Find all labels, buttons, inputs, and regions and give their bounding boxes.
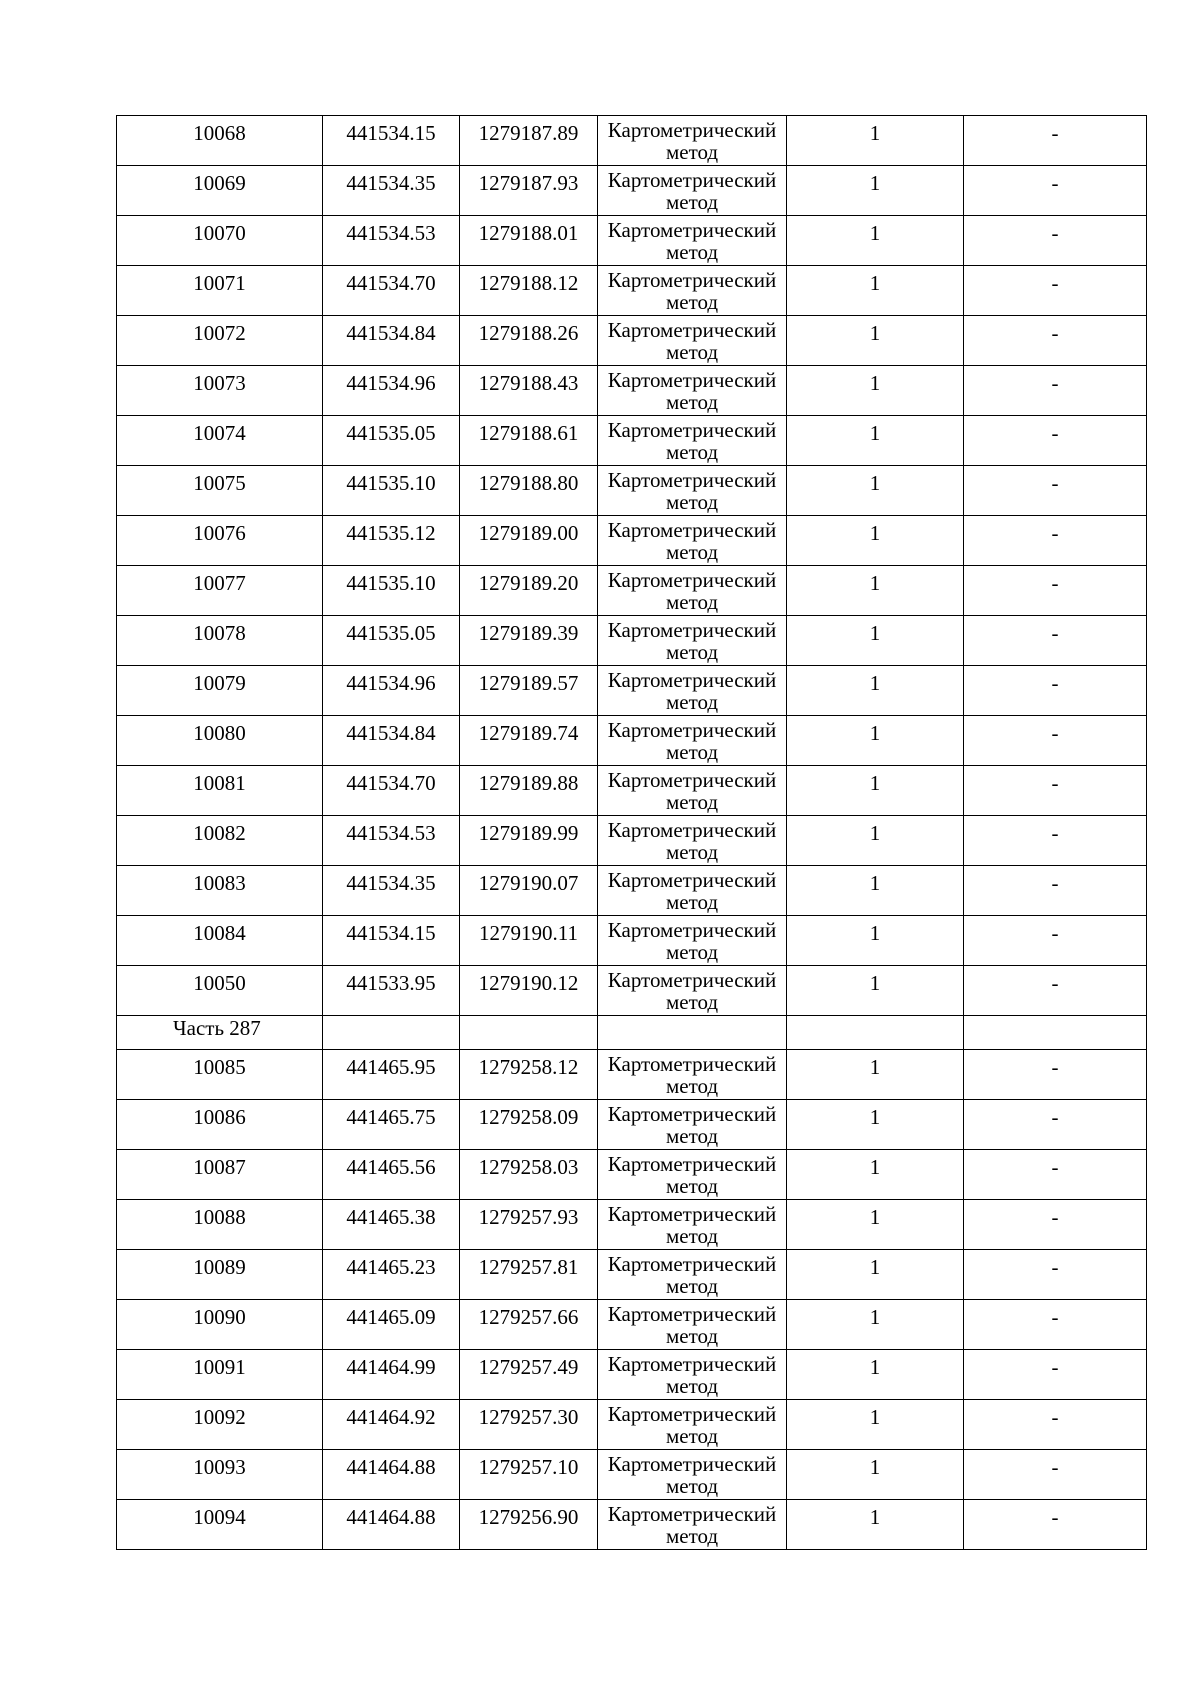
y-coordinate-cell: 1279190.11: [460, 916, 598, 966]
method-cell: Картометрический метод: [598, 1250, 787, 1300]
method-cell: Картометрический метод: [598, 1350, 787, 1400]
method-cell: Картометрический метод: [598, 1100, 787, 1150]
point-number-cell: 10090: [117, 1300, 323, 1350]
table-row: [117, 1250, 1147, 1300]
table-row: [117, 866, 1147, 916]
table-row: [117, 1100, 1147, 1150]
accuracy-cell: 1: [787, 1350, 964, 1400]
empty-cell: [787, 1016, 964, 1050]
table-row: [117, 166, 1147, 216]
point-number-cell: 10081: [117, 766, 323, 816]
y-coordinate-cell: 1279188.26: [460, 316, 598, 366]
y-coordinate-cell: 1279256.90: [460, 1500, 598, 1550]
description-cell: -: [964, 516, 1147, 566]
accuracy-cell: 1: [787, 466, 964, 516]
table-row: [117, 1450, 1147, 1500]
table-row: [117, 616, 1147, 666]
y-coordinate-cell: 1279189.74: [460, 716, 598, 766]
accuracy-cell: 1: [787, 1050, 964, 1100]
table-row: [117, 566, 1147, 616]
y-coordinate-cell: 1279188.80: [460, 466, 598, 516]
point-number-cell: 10085: [117, 1050, 323, 1100]
x-coordinate-cell: 441464.88: [323, 1500, 460, 1550]
table-row: [117, 1350, 1147, 1400]
method-cell: Картометрический метод: [598, 1300, 787, 1350]
y-coordinate-cell: 1279257.49: [460, 1350, 598, 1400]
x-coordinate-cell: 441535.05: [323, 616, 460, 666]
accuracy-cell: 1: [787, 1200, 964, 1250]
method-cell: Картометрический метод: [598, 416, 787, 466]
point-number-cell: 10068: [117, 116, 323, 166]
x-coordinate-cell: 441465.95: [323, 1050, 460, 1100]
point-number-cell: 10077: [117, 566, 323, 616]
description-cell: -: [964, 1300, 1147, 1350]
method-cell: Картометрический метод: [598, 266, 787, 316]
accuracy-cell: 1: [787, 1250, 964, 1300]
point-number-cell: 10094: [117, 1500, 323, 1550]
table-row: [117, 1150, 1147, 1200]
method-cell: Картометрический метод: [598, 316, 787, 366]
method-cell: Картометрический метод: [598, 616, 787, 666]
point-number-cell: 10079: [117, 666, 323, 716]
point-number-cell: 10075: [117, 466, 323, 516]
y-coordinate-cell: 1279190.12: [460, 966, 598, 1016]
description-cell: -: [964, 666, 1147, 716]
method-cell: Картометрический метод: [598, 766, 787, 816]
point-number-cell: 10082: [117, 816, 323, 866]
accuracy-cell: 1: [787, 1450, 964, 1500]
method-cell: Картометрический метод: [598, 566, 787, 616]
accuracy-cell: 1: [787, 1300, 964, 1350]
method-cell: Картометрический метод: [598, 466, 787, 516]
description-cell: -: [964, 416, 1147, 466]
point-number-cell: 10089: [117, 1250, 323, 1300]
y-coordinate-cell: 1279257.30: [460, 1400, 598, 1450]
x-coordinate-cell: 441534.53: [323, 816, 460, 866]
accuracy-cell: 1: [787, 116, 964, 166]
x-coordinate-cell: 441465.75: [323, 1100, 460, 1150]
point-number-cell: 10093: [117, 1450, 323, 1500]
point-number-cell: 10086: [117, 1100, 323, 1150]
point-number-cell: 10084: [117, 916, 323, 966]
x-coordinate-cell: 441465.23: [323, 1250, 460, 1300]
x-coordinate-cell: 441535.10: [323, 566, 460, 616]
accuracy-cell: 1: [787, 1400, 964, 1450]
method-cell: Картометрический метод: [598, 166, 787, 216]
table-row: [117, 1300, 1147, 1350]
coordinates-table: [116, 115, 1147, 1550]
x-coordinate-cell: 441534.53: [323, 216, 460, 266]
description-cell: -: [964, 1200, 1147, 1250]
section-row: [117, 1016, 1147, 1050]
method-cell: Картометрический метод: [598, 866, 787, 916]
empty-cell: [460, 1016, 598, 1050]
section-label: Часть 287: [117, 1016, 323, 1050]
y-coordinate-cell: 1279189.20: [460, 566, 598, 616]
point-number-cell: 10083: [117, 866, 323, 916]
x-coordinate-cell: 441534.84: [323, 716, 460, 766]
table-row: [117, 416, 1147, 466]
x-coordinate-cell: 441533.95: [323, 966, 460, 1016]
description-cell: -: [964, 1400, 1147, 1450]
y-coordinate-cell: 1279188.01: [460, 216, 598, 266]
accuracy-cell: 1: [787, 216, 964, 266]
description-cell: -: [964, 1250, 1147, 1300]
x-coordinate-cell: 441535.10: [323, 466, 460, 516]
description-cell: -: [964, 316, 1147, 366]
point-number-cell: 10092: [117, 1400, 323, 1450]
table-row: [117, 266, 1147, 316]
table-row: [117, 1200, 1147, 1250]
x-coordinate-cell: 441465.38: [323, 1200, 460, 1250]
x-coordinate-cell: 441534.84: [323, 316, 460, 366]
table-row: [117, 716, 1147, 766]
point-number-cell: 10072: [117, 316, 323, 366]
description-cell: -: [964, 1450, 1147, 1500]
accuracy-cell: 1: [787, 366, 964, 416]
y-coordinate-cell: 1279187.89: [460, 116, 598, 166]
method-cell: Картометрический метод: [598, 116, 787, 166]
empty-cell: [323, 1016, 460, 1050]
point-number-cell: 10076: [117, 516, 323, 566]
description-cell: -: [964, 1500, 1147, 1550]
method-cell: Картометрический метод: [598, 1200, 787, 1250]
accuracy-cell: 1: [787, 866, 964, 916]
table-row: [117, 816, 1147, 866]
x-coordinate-cell: 441534.35: [323, 166, 460, 216]
method-cell: Картометрический метод: [598, 966, 787, 1016]
y-coordinate-cell: 1279258.09: [460, 1100, 598, 1150]
point-number-cell: 10073: [117, 366, 323, 416]
point-number-cell: 10080: [117, 716, 323, 766]
x-coordinate-cell: 441465.09: [323, 1300, 460, 1350]
y-coordinate-cell: 1279258.03: [460, 1150, 598, 1200]
description-cell: -: [964, 466, 1147, 516]
y-coordinate-cell: 1279189.57: [460, 666, 598, 716]
description-cell: -: [964, 1350, 1147, 1400]
y-coordinate-cell: 1279188.43: [460, 366, 598, 416]
method-cell: Картометрический метод: [598, 1150, 787, 1200]
empty-cell: [964, 1016, 1147, 1050]
y-coordinate-cell: 1279257.81: [460, 1250, 598, 1300]
y-coordinate-cell: 1279257.10: [460, 1450, 598, 1500]
accuracy-cell: 1: [787, 416, 964, 466]
empty-cell: [598, 1016, 787, 1050]
table-row: [117, 1050, 1147, 1100]
point-number-cell: 10050: [117, 966, 323, 1016]
description-cell: -: [964, 216, 1147, 266]
table-row: [117, 366, 1147, 416]
table-row: [117, 666, 1147, 716]
y-coordinate-cell: 1279257.66: [460, 1300, 598, 1350]
description-cell: -: [964, 1100, 1147, 1150]
accuracy-cell: 1: [787, 316, 964, 366]
point-number-cell: 10071: [117, 266, 323, 316]
point-number-cell: 10070: [117, 216, 323, 266]
coordinates-table-body: [117, 116, 1147, 1550]
x-coordinate-cell: 441534.70: [323, 766, 460, 816]
accuracy-cell: 1: [787, 1150, 964, 1200]
table-row: [117, 916, 1147, 966]
description-cell: -: [964, 1150, 1147, 1200]
table-row: [117, 466, 1147, 516]
method-cell: Картометрический метод: [598, 216, 787, 266]
x-coordinate-cell: 441534.96: [323, 666, 460, 716]
y-coordinate-cell: 1279187.93: [460, 166, 598, 216]
y-coordinate-cell: 1279189.99: [460, 816, 598, 866]
point-number-cell: 10078: [117, 616, 323, 666]
method-cell: Картометрический метод: [598, 1450, 787, 1500]
y-coordinate-cell: 1279257.93: [460, 1200, 598, 1250]
accuracy-cell: 1: [787, 716, 964, 766]
description-cell: -: [964, 266, 1147, 316]
point-number-cell: 10091: [117, 1350, 323, 1400]
description-cell: -: [964, 866, 1147, 916]
accuracy-cell: 1: [787, 266, 964, 316]
y-coordinate-cell: 1279189.39: [460, 616, 598, 666]
method-cell: Картометрический метод: [598, 666, 787, 716]
description-cell: -: [964, 816, 1147, 866]
accuracy-cell: 1: [787, 166, 964, 216]
y-coordinate-cell: 1279189.00: [460, 516, 598, 566]
method-cell: Картометрический метод: [598, 366, 787, 416]
method-cell: Картометрический метод: [598, 1050, 787, 1100]
table-row: [117, 1400, 1147, 1450]
accuracy-cell: 1: [787, 1500, 964, 1550]
accuracy-cell: 1: [787, 616, 964, 666]
accuracy-cell: 1: [787, 516, 964, 566]
table-row: [117, 516, 1147, 566]
method-cell: Картометрический метод: [598, 516, 787, 566]
description-cell: -: [964, 966, 1147, 1016]
y-coordinate-cell: 1279188.61: [460, 416, 598, 466]
x-coordinate-cell: 441534.15: [323, 916, 460, 966]
table-row: [117, 1500, 1147, 1550]
description-cell: -: [964, 166, 1147, 216]
description-cell: -: [964, 716, 1147, 766]
accuracy-cell: 1: [787, 816, 964, 866]
point-number-cell: 10074: [117, 416, 323, 466]
table-row: [117, 216, 1147, 266]
x-coordinate-cell: 441534.96: [323, 366, 460, 416]
method-cell: Картометрический метод: [598, 1400, 787, 1450]
table-row: [117, 316, 1147, 366]
accuracy-cell: 1: [787, 916, 964, 966]
x-coordinate-cell: 441464.88: [323, 1450, 460, 1500]
y-coordinate-cell: 1279190.07: [460, 866, 598, 916]
accuracy-cell: 1: [787, 666, 964, 716]
point-number-cell: 10087: [117, 1150, 323, 1200]
x-coordinate-cell: 441535.12: [323, 516, 460, 566]
accuracy-cell: 1: [787, 1100, 964, 1150]
description-cell: -: [964, 116, 1147, 166]
description-cell: -: [964, 1050, 1147, 1100]
method-cell: Картометрический метод: [598, 716, 787, 766]
accuracy-cell: 1: [787, 966, 964, 1016]
table-row: [117, 766, 1147, 816]
point-number-cell: 10069: [117, 166, 323, 216]
method-cell: Картометрический метод: [598, 1500, 787, 1550]
x-coordinate-cell: 441534.35: [323, 866, 460, 916]
x-coordinate-cell: 441464.92: [323, 1400, 460, 1450]
x-coordinate-cell: 441464.99: [323, 1350, 460, 1400]
point-number-cell: 10088: [117, 1200, 323, 1250]
description-cell: -: [964, 916, 1147, 966]
method-cell: Картометрический метод: [598, 816, 787, 866]
description-cell: -: [964, 616, 1147, 666]
method-cell: Картометрический метод: [598, 916, 787, 966]
x-coordinate-cell: 441535.05: [323, 416, 460, 466]
description-cell: -: [964, 566, 1147, 616]
x-coordinate-cell: 441534.15: [323, 116, 460, 166]
y-coordinate-cell: 1279189.88: [460, 766, 598, 816]
accuracy-cell: 1: [787, 766, 964, 816]
accuracy-cell: 1: [787, 566, 964, 616]
table-row: [117, 966, 1147, 1016]
description-cell: -: [964, 766, 1147, 816]
y-coordinate-cell: 1279258.12: [460, 1050, 598, 1100]
x-coordinate-cell: 441465.56: [323, 1150, 460, 1200]
description-cell: -: [964, 366, 1147, 416]
x-coordinate-cell: 441534.70: [323, 266, 460, 316]
table-row: [117, 116, 1147, 166]
y-coordinate-cell: 1279188.12: [460, 266, 598, 316]
